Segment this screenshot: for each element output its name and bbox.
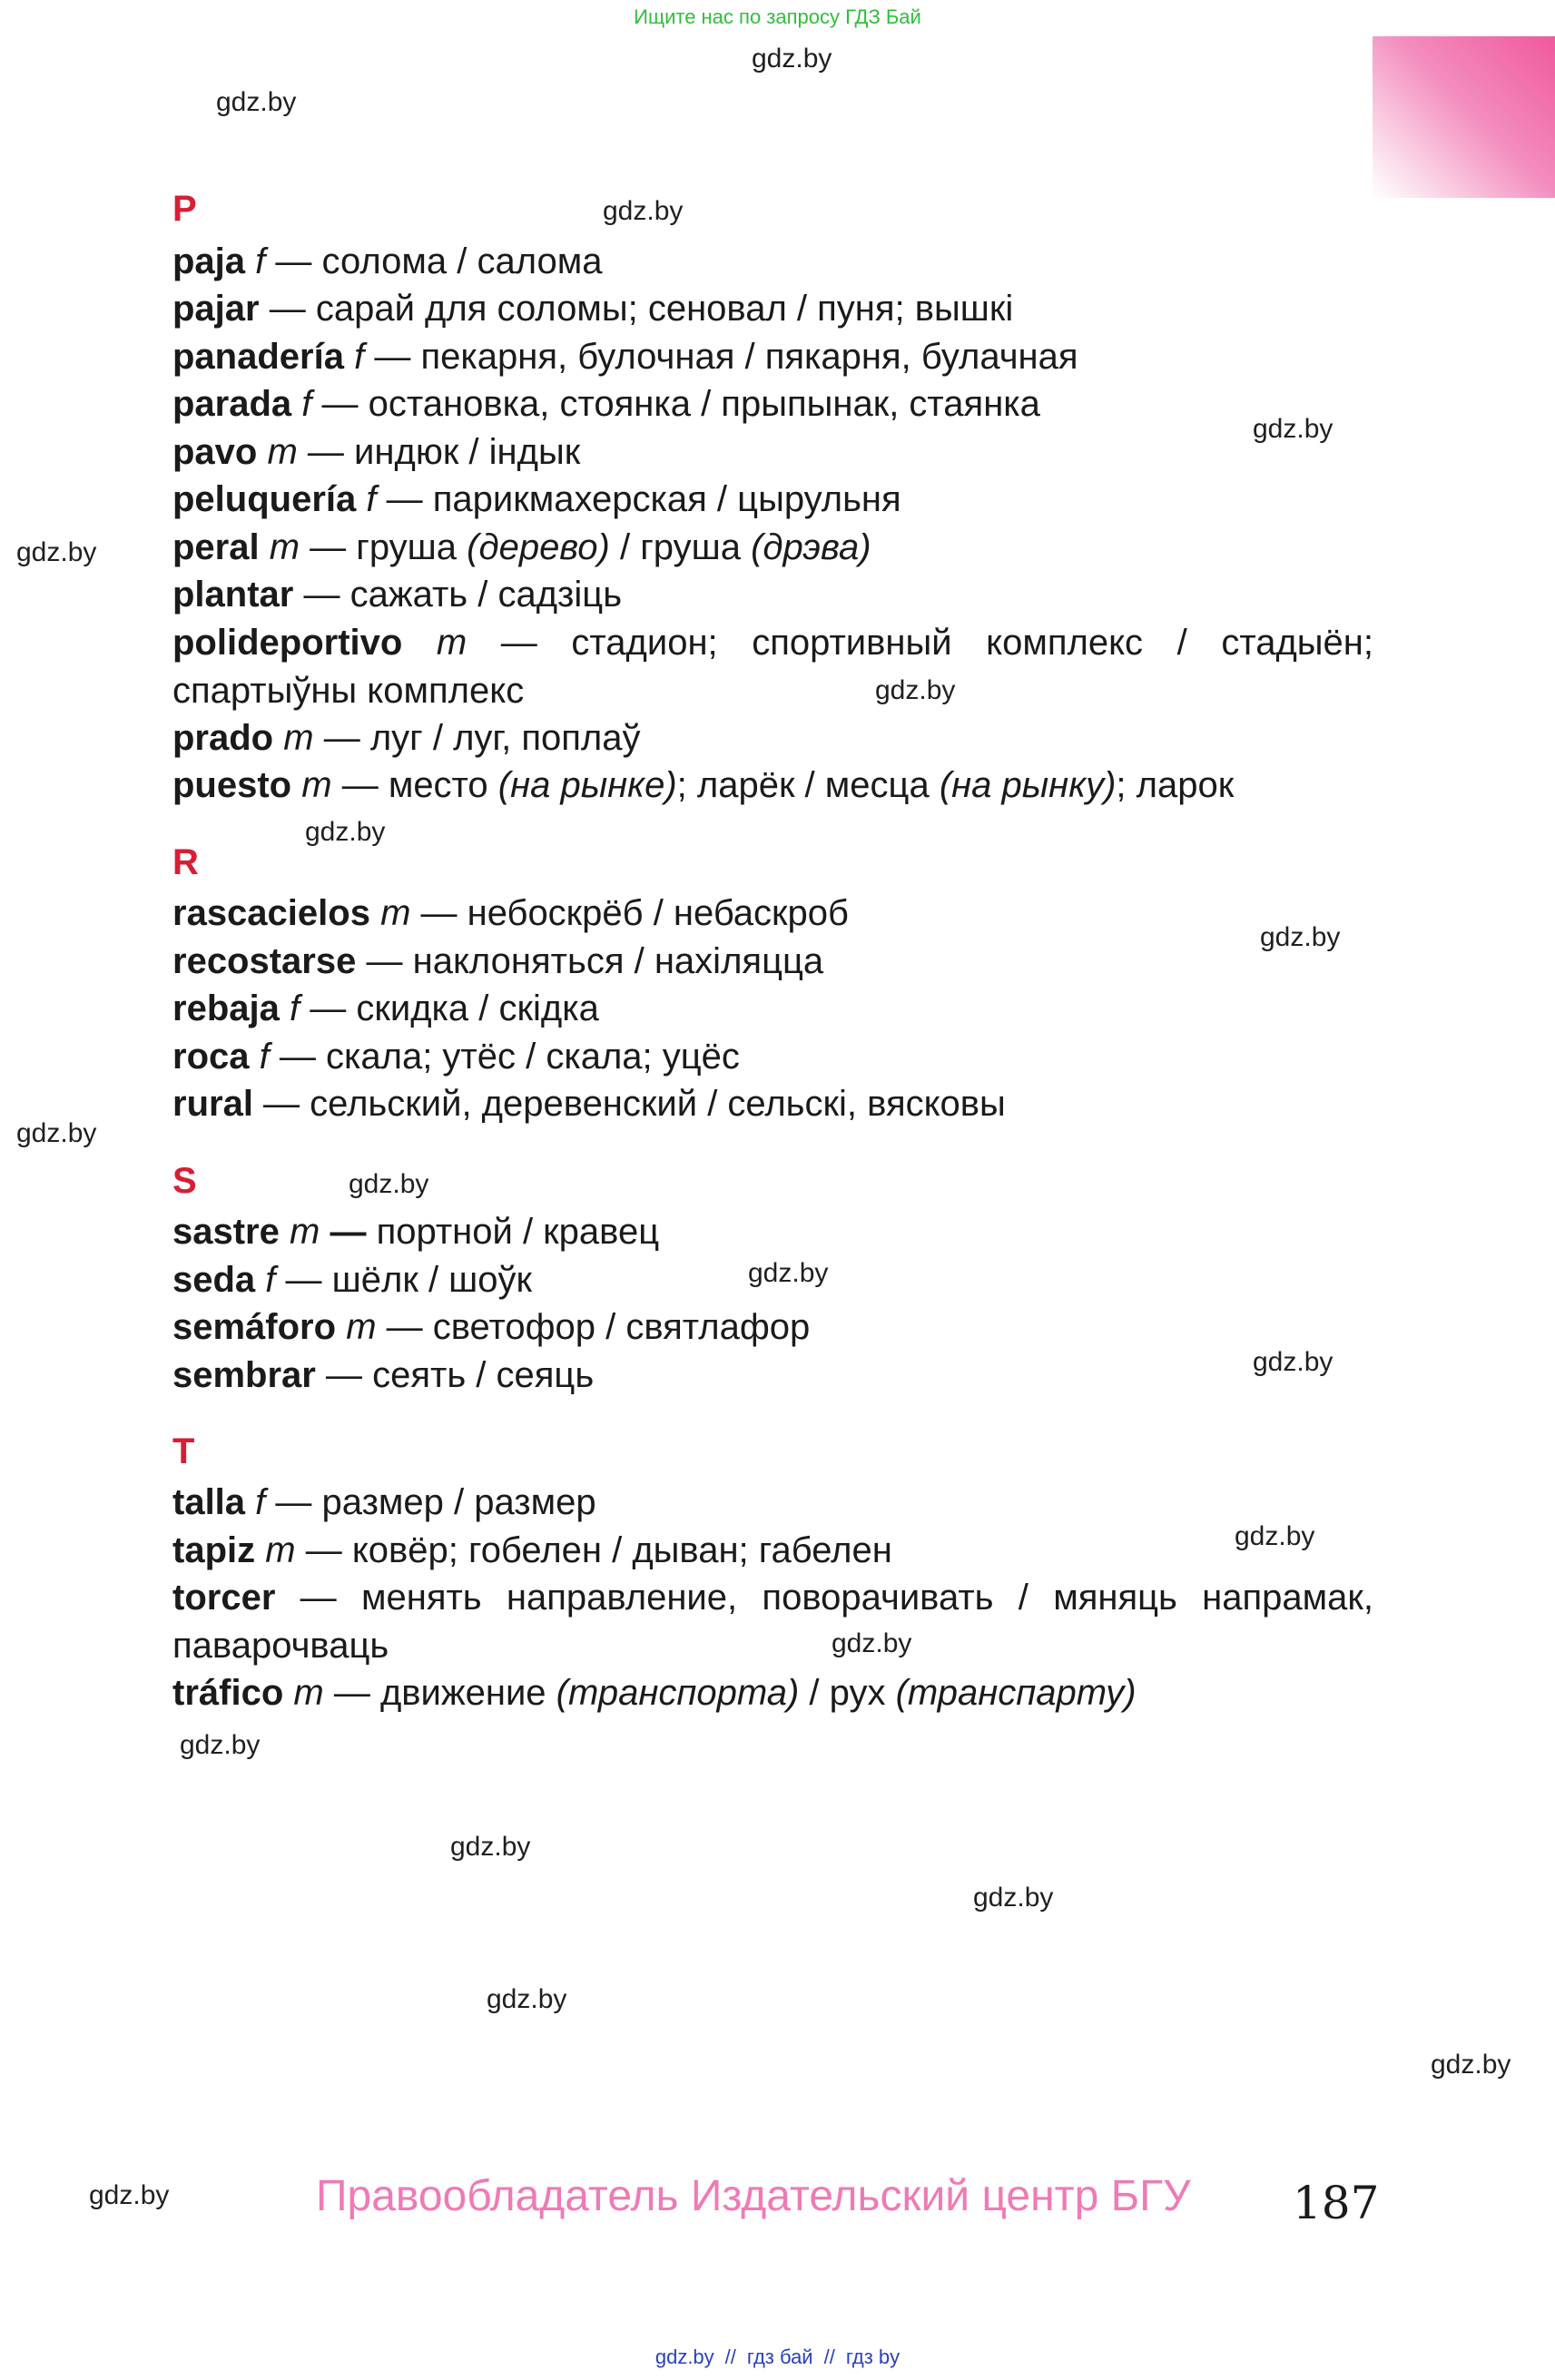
separator: — (259, 289, 316, 329)
separator: — (320, 1212, 377, 1252)
headword: rural (172, 1084, 253, 1124)
separator: — (300, 988, 357, 1028)
bottom-links (0, 2346, 1555, 2369)
separator: — (293, 575, 350, 615)
headword: peral (172, 527, 260, 567)
separator: — (331, 765, 389, 805)
translation: небоскрёб / небаскроб (467, 893, 849, 933)
dictionary-entry (172, 1352, 1373, 1400)
dictionary-entry (172, 1669, 1373, 1717)
translation: ; ларок (1116, 765, 1235, 805)
headword: parada (172, 384, 292, 424)
watermark: gdz.by (216, 87, 297, 117)
translation: солома / салома (321, 241, 603, 281)
page-number: 187 (1293, 2177, 1380, 2229)
separator: — (410, 893, 467, 933)
headword: puesto (172, 765, 292, 805)
top-banner: Ищите нас по запросу ГДЗ Бай (634, 5, 921, 28)
headword: torcer (172, 1578, 276, 1618)
dictionary-entry (172, 1303, 1373, 1352)
translation: скала; утёс / скала; уцёс (325, 1037, 740, 1077)
grammar-mark: m (293, 1673, 324, 1713)
dictionary-entry (172, 1080, 1373, 1128)
separator: — (323, 1673, 380, 1713)
separator: — (364, 337, 421, 377)
watermark: gdz.by (1253, 414, 1334, 444)
separator: — (376, 1307, 433, 1347)
translation: парикмахерская / цырульня (432, 479, 901, 519)
translation: остановка, стоянка / прыпынак, стаянка (368, 384, 1040, 424)
translation: скидка / скідка (356, 988, 599, 1028)
separator: — (313, 718, 370, 758)
watermark: gdz.by (875, 675, 956, 705)
headword: recostarse (172, 941, 357, 981)
watermark: gdz.by (1253, 1347, 1334, 1377)
dictionary-entry (172, 1033, 1373, 1081)
translation: груша (356, 527, 467, 567)
headword: tráfico (172, 1673, 284, 1713)
translation: / рух (799, 1673, 896, 1713)
watermark: gdz.by (349, 1169, 429, 1199)
dictionary-entry (172, 238, 1373, 286)
watermark: gdz.by (1235, 1521, 1315, 1551)
dictionary-entry (172, 938, 1373, 986)
translation: менять направление, поворачивать / мяняць напрамак, паварочваць (172, 1578, 1373, 1666)
watermark: gdz.by (752, 44, 832, 74)
watermark: gdz.by (487, 1984, 567, 2014)
headword: rebaja (172, 988, 280, 1028)
grammar-mark: f (259, 1037, 270, 1077)
translation: луг / луг, поплаў (369, 718, 641, 758)
corner-gradient-decoration (1373, 36, 1555, 198)
watermark: gdz.by (16, 1118, 97, 1148)
translation: / груша (609, 527, 752, 567)
headword: panadería (172, 337, 344, 377)
grammar-mark: m (269, 527, 300, 567)
dictionary-entry (172, 571, 1373, 619)
translation: сельский, деревенский / сельскі, вясковы (310, 1084, 1006, 1124)
dictionary-entry (172, 1256, 1373, 1304)
grammar-mark: m (346, 1307, 377, 1347)
headword: tapiz (172, 1530, 256, 1570)
dictionary-entry (172, 1527, 1373, 1575)
translation: наклоняться / нахіляцца (412, 941, 824, 981)
copyright-notice: Правообладатель Издательский центр БГУ (316, 2172, 1191, 2220)
separator: — (315, 1355, 373, 1395)
translation: размер / размер (321, 1482, 596, 1522)
link-separator: // (724, 2346, 736, 2368)
dictionary-entry (172, 1208, 1373, 1256)
separator: — (275, 1578, 361, 1618)
separator: — (252, 1084, 310, 1124)
translation: сеять / сеяць (372, 1355, 595, 1395)
translation: движение (379, 1673, 556, 1713)
translation: стадион; спортивный комплекс / стадыён; спартыўны комплекс (172, 623, 1373, 711)
separator: — (269, 1037, 326, 1077)
translation: светофор / святлафор (432, 1307, 811, 1347)
translation: место (388, 765, 498, 805)
translation-note: (транспорта) (556, 1673, 800, 1713)
watermark: gdz.by (603, 196, 684, 226)
dictionary-entry (172, 619, 1373, 714)
separator: — (265, 1482, 322, 1522)
dictionary-entry (172, 285, 1373, 333)
section-letter-t: T (172, 1431, 195, 1471)
link-gdz-by[interactable]: gdz.by (654, 2346, 714, 2368)
translation: шёлк / шоўк (331, 1260, 533, 1300)
watermark: gdz.by (973, 1883, 1054, 1913)
translation-note: (на рынку) (939, 765, 1117, 805)
translation: ; ларёк / месца (676, 765, 940, 805)
headword: semáforo (172, 1307, 337, 1347)
dictionary-entry (172, 428, 1373, 477)
watermark: gdz.by (180, 1730, 261, 1760)
dictionary-entry (172, 476, 1373, 524)
headword: sastre (172, 1212, 280, 1252)
dictionary-entry (172, 380, 1373, 428)
grammar-mark: f (255, 241, 266, 281)
watermark: gdz.by (748, 1258, 829, 1288)
translation-note: (на рынке) (497, 765, 677, 805)
watermark: gdz.by (450, 1832, 531, 1862)
watermark: gdz.by (1431, 2050, 1511, 2080)
headword: polideportivo (172, 623, 403, 663)
dictionary-entry (172, 890, 1373, 938)
headword: plantar (172, 575, 294, 615)
dictionary-entry (172, 985, 1373, 1033)
headword: talla (172, 1482, 246, 1522)
watermark: gdz.by (16, 537, 97, 567)
translation: сажать / садзіць (349, 575, 623, 615)
grammar-mark: m (301, 765, 332, 805)
headword: pavo (172, 432, 258, 472)
section-letter-s: S (172, 1161, 197, 1201)
headword: sembrar (172, 1355, 316, 1395)
section-letter-r: R (172, 842, 199, 882)
link-gdz-by-cyr[interactable]: гдз by (845, 2346, 901, 2368)
grammar-mark: f (289, 988, 300, 1028)
headword: seda (172, 1260, 256, 1300)
translation-note: (дерево) (467, 527, 610, 567)
headword: paja (172, 241, 246, 281)
separator: — (275, 1260, 332, 1300)
dictionary-entry (172, 1574, 1373, 1669)
dictionary-entry (172, 762, 1373, 810)
translation: пекарня, булочная / пякарня, булачная (420, 337, 1078, 377)
dictionary-entry (172, 524, 1373, 572)
grammar-mark: m (265, 1530, 296, 1570)
grammar-mark: m (436, 623, 467, 663)
separator: — (376, 479, 433, 519)
grammar-mark: f (366, 479, 377, 519)
watermark: gdz.by (305, 817, 386, 847)
dictionary-entry (172, 1479, 1373, 1527)
grammar-mark: f (265, 1260, 276, 1300)
section-letter-p: P (172, 189, 197, 229)
watermark: gdz.by (1260, 922, 1341, 952)
grammar-mark: f (301, 384, 312, 424)
translation: индюк / індык (354, 432, 581, 472)
dictionary-entry (172, 714, 1373, 762)
link-gdz-bai[interactable]: гдз бай (746, 2346, 813, 2368)
translation: портной / кравец (376, 1212, 660, 1252)
separator: — (297, 432, 355, 472)
headword: pajar (172, 289, 260, 329)
separator: — (300, 527, 357, 567)
grammar-mark: m (267, 432, 298, 472)
dictionary-entry (172, 333, 1373, 381)
translation: сарай для соломы; сеновал / пуня; вышкі (315, 289, 1014, 329)
separator: — (356, 941, 413, 981)
separator: — (467, 623, 572, 663)
watermark: gdz.by (832, 1628, 912, 1658)
separator: — (311, 384, 369, 424)
grammar-mark: m (283, 718, 314, 758)
separator: — (265, 241, 322, 281)
grammar-mark: f (354, 337, 365, 377)
headword: rascacielos (172, 893, 370, 933)
headword: roca (172, 1037, 250, 1077)
headword: prado (172, 718, 274, 758)
link-separator: // (823, 2346, 835, 2368)
separator: — (295, 1530, 352, 1570)
watermark: gdz.by (89, 2180, 170, 2210)
grammar-mark: m (380, 893, 411, 933)
translation: ковёр; гобелен / дыван; габелен (351, 1530, 892, 1570)
headword: peluquería (172, 479, 357, 519)
grammar-mark: f (255, 1482, 266, 1522)
translation-note: (дрэва) (751, 527, 871, 567)
translation-note: (транспарту) (895, 1673, 1137, 1713)
grammar-mark: m (290, 1212, 320, 1252)
